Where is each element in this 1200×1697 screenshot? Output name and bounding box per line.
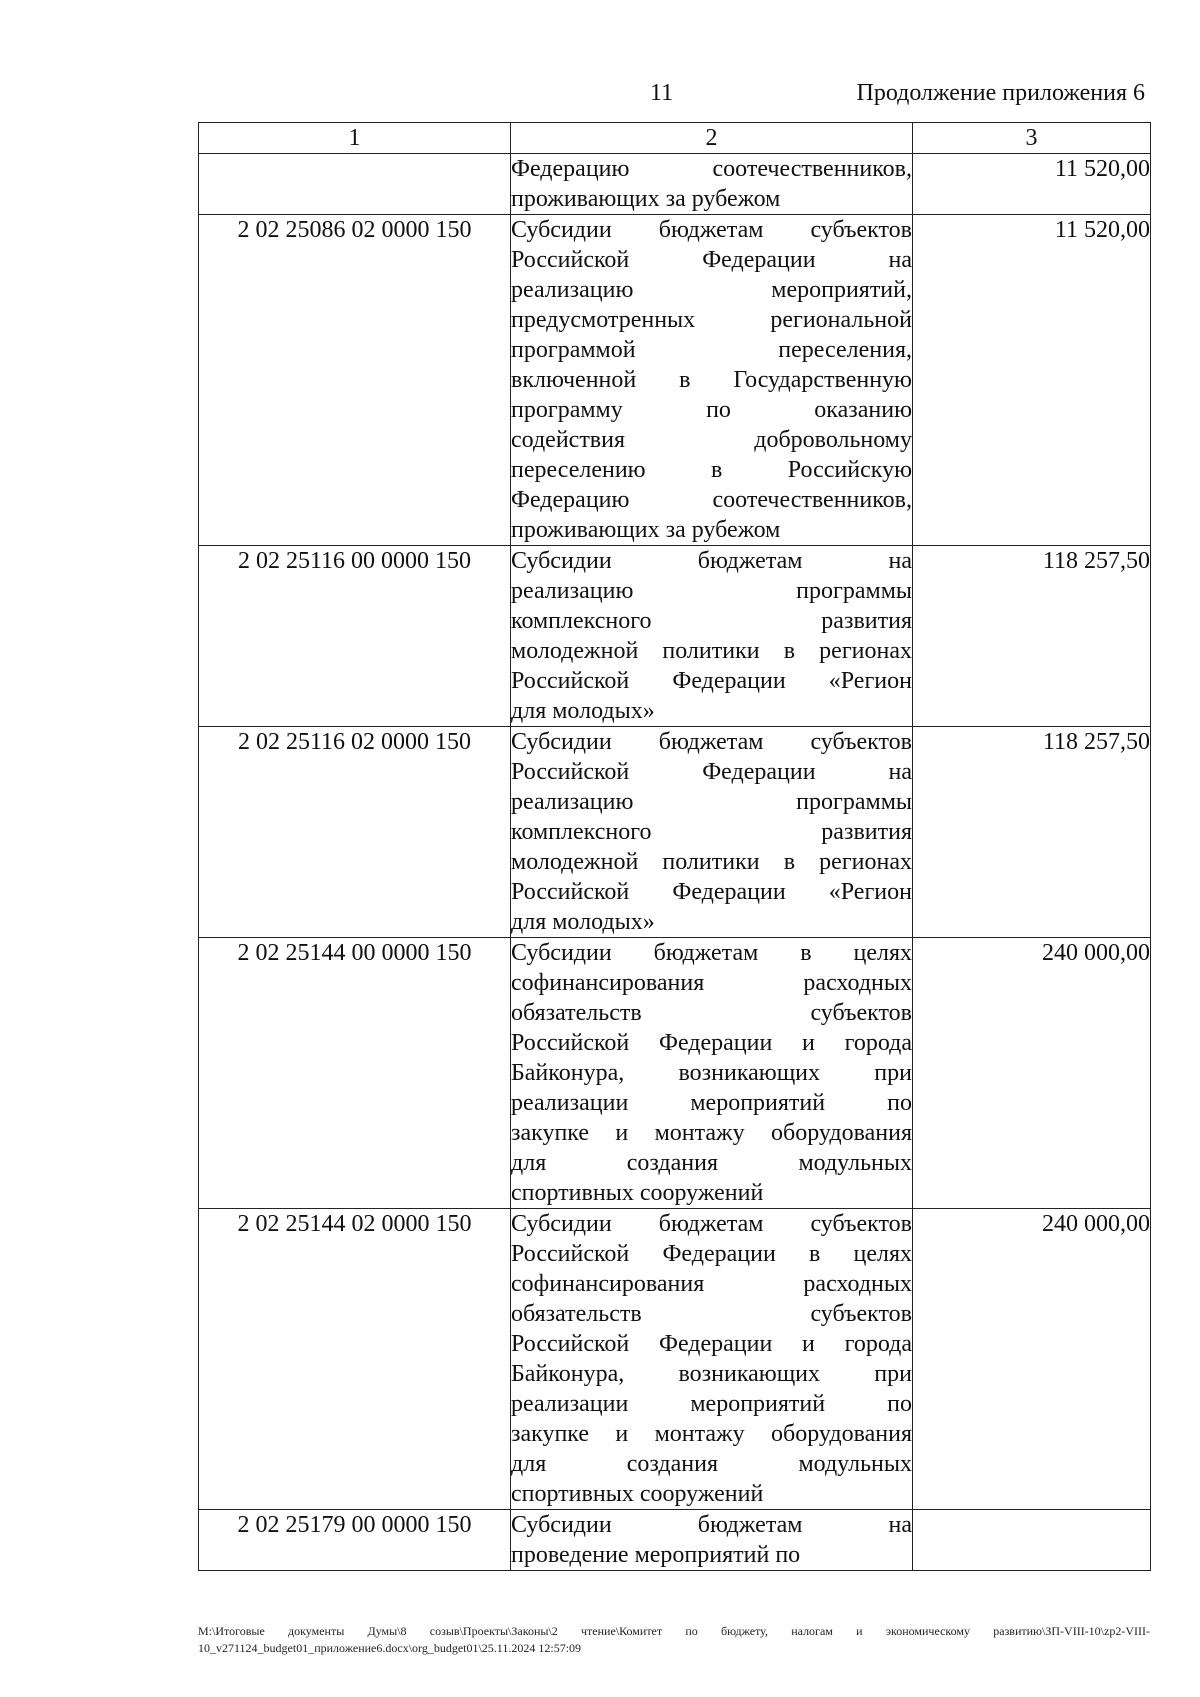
description-line: Субсидии бюджетам субъектов <box>511 729 912 755</box>
description-line: программой переселения, <box>511 337 912 363</box>
description-line: Российской Федерации «Регион <box>511 879 912 905</box>
description-cell <box>511 1510 913 1571</box>
description-line: включенной в Государственную <box>511 367 912 393</box>
table-row <box>199 154 1151 215</box>
header-row <box>199 123 1151 154</box>
description-line: проживающих за рубежом <box>511 186 781 212</box>
description-cell <box>511 154 913 215</box>
budget-table <box>198 122 1151 1571</box>
budget-code-cell: 2 02 25179 00 0000 150 <box>199 1510 511 1571</box>
table-body <box>199 154 1151 1571</box>
description-cell <box>511 546 913 727</box>
continuation-label: Продолжение приложения 6 <box>856 80 1145 106</box>
description-line: Субсидии бюджетам на <box>511 548 912 574</box>
description-line: закупке и монтажу оборудования <box>511 1421 912 1447</box>
description-line: Субсидии бюджетам в целях <box>511 940 912 966</box>
description-cell <box>511 938 913 1209</box>
table-header <box>199 123 1151 154</box>
description-line: для молодых» <box>511 909 655 935</box>
description-line: Байконура, возникающих при <box>511 1060 912 1086</box>
description-line: спортивных сооружений <box>511 1481 764 1507</box>
amount-cell: 240 000,00 <box>913 1209 1151 1510</box>
description-line: Российской Федерации на <box>511 759 912 785</box>
description-line: спортивных сооружений <box>511 1180 764 1206</box>
description-line: для создания модульных <box>511 1150 912 1176</box>
description-line: Байконура, возникающих при <box>511 1361 912 1387</box>
description-line: Субсидии бюджетам субъектов <box>511 217 912 243</box>
description-line: Субсидии бюджетам на <box>511 1512 912 1538</box>
description-line: комплексного развития <box>511 608 912 634</box>
description-line: реализацию программы <box>511 789 912 815</box>
budget-code-cell: 2 02 25116 02 0000 150 <box>199 727 511 938</box>
description-line: Российской Федерации и города <box>511 1331 912 1357</box>
table-row <box>199 938 1151 1209</box>
description-line: обязательств субъектов <box>511 1301 912 1327</box>
description-line: софинансирования расходных <box>511 1271 912 1297</box>
description-line: Федерацию соотечественников, <box>511 487 912 513</box>
budget-code-cell: 2 02 25144 00 0000 150 <box>199 938 511 1209</box>
description-line: реализации мероприятий по <box>511 1391 912 1417</box>
description-line: реализации мероприятий по <box>511 1090 912 1116</box>
description-line: для молодых» <box>511 698 655 724</box>
amount-cell: 11 520,00 <box>913 154 1151 215</box>
amount-cell <box>913 1510 1151 1571</box>
table-row <box>199 215 1151 546</box>
amount-cell: 240 000,00 <box>913 938 1151 1209</box>
budget-code-cell <box>199 154 511 215</box>
description-line: Российской Федерации на <box>511 247 912 273</box>
column-header-3: 3 <box>913 123 1151 154</box>
description-line: Федерацию соотечественников, <box>511 156 912 182</box>
description-line: закупке и монтажу оборудования <box>511 1120 912 1146</box>
description-line: Российской Федерации и города <box>511 1030 912 1056</box>
description-cell <box>511 1209 913 1510</box>
amount-cell: 11 520,00 <box>913 215 1151 546</box>
description-cell <box>511 215 913 546</box>
description-line: содействия добровольному <box>511 427 912 453</box>
description-line: Субсидии бюджетам субъектов <box>511 1211 912 1237</box>
description-line: реализацию программы <box>511 578 912 604</box>
page-number: 11 <box>650 80 674 106</box>
column-header-1: 1 <box>199 123 511 154</box>
description-line: переселению в Российскую <box>511 457 912 483</box>
amount-cell: 118 257,50 <box>913 546 1151 727</box>
description-line: Российской Федерации в целях <box>511 1241 912 1267</box>
column-header-2: 2 <box>511 123 913 154</box>
description-line: предусмотренных региональной <box>511 307 912 333</box>
description-line: Российской Федерации «Регион <box>511 668 912 694</box>
description-line: проведение мероприятий по <box>511 1542 801 1568</box>
document-path-footer: M:\Итоговые документы Думы\8 созыв\Проекты\Законы\2 чтение\Комитет по бюджету, налогам и экономическому развитию\ЗП-VIII-10\zp2-VIII-10_v271124_budget01_приложение6.docx\org_budget01\25.11.2024 12:57:09 <box>198 1624 1150 1655</box>
description-line: реализацию мероприятий, <box>511 277 912 303</box>
budget-code-cell: 2 02 25144 02 0000 150 <box>199 1209 511 1510</box>
description-line: проживающих за рубежом <box>511 517 781 543</box>
budget-code-cell: 2 02 25086 02 0000 150 <box>199 215 511 546</box>
description-line: софинансирования расходных <box>511 970 912 996</box>
description-cell <box>511 727 913 938</box>
amount-cell: 118 257,50 <box>913 727 1151 938</box>
budget-code-cell: 2 02 25116 00 0000 150 <box>199 546 511 727</box>
description-line: для создания модульных <box>511 1451 912 1477</box>
table-row <box>199 546 1151 727</box>
table-row <box>199 1510 1151 1571</box>
description-line: комплексного развития <box>511 819 912 845</box>
table-row <box>199 1209 1151 1510</box>
description-line: молодежной политики в регионах <box>511 849 912 875</box>
description-line: обязательств субъектов <box>511 1000 912 1026</box>
description-line: молодежной политики в регионах <box>511 638 912 664</box>
table-row <box>199 727 1151 938</box>
description-line: программу по оказанию <box>511 397 912 423</box>
